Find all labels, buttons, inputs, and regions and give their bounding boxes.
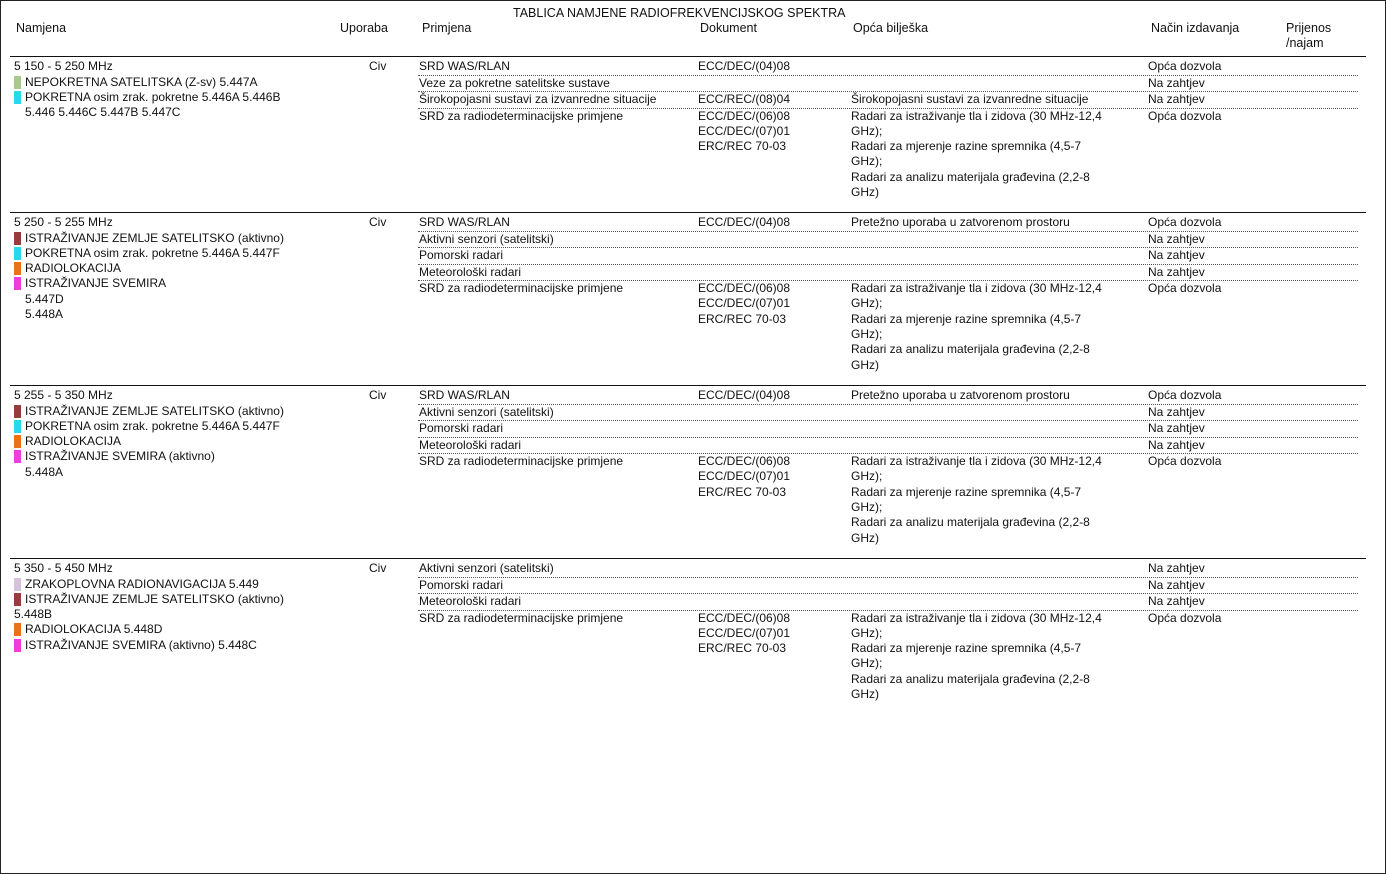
application-cell: Aktivni senzori (satelitski) — [419, 231, 554, 246]
note-cell: GHz); — [851, 625, 883, 640]
service-line: RADIOLOKACIJA — [25, 434, 122, 449]
note-cell: GHz) — [851, 185, 879, 199]
service-line: ZRAKOPLOVNA RADIONAVIGACIJA 5.449 — [25, 576, 259, 591]
application-cell: SRD za radiodeterminacijske primjene — [419, 610, 624, 625]
service-color-swatch — [14, 639, 21, 652]
header-prijenos: Prijenos — [1286, 21, 1332, 35]
note-cell: Radari za analizu materijala građevina (2,2-8 — [851, 515, 1090, 530]
service-line: ISTRAŽIVANJE ZEMLJE SATELITSKO (aktivno) — [25, 591, 284, 606]
note-cell: Pretežno uporaba u zatvorenom prostoru — [851, 215, 1070, 229]
issuance-cell: Opća dozvola — [1148, 610, 1222, 625]
service-color-swatch — [14, 232, 21, 245]
row-separator — [418, 593, 1358, 594]
issuance-cell: Na zahtjev — [1148, 248, 1205, 262]
application-cell: Aktivni senzori (satelitski) — [419, 404, 554, 419]
issuance-cell: Na zahtjev — [1148, 264, 1205, 279]
issuance-cell: Na zahtjev — [1148, 561, 1205, 575]
document-cell: ECC/REC/(08)04 — [698, 92, 791, 106]
note-cell: GHz); — [851, 469, 883, 484]
service-line: 5.448B — [14, 607, 53, 622]
header-dokument: Dokument — [700, 21, 757, 35]
row-separator — [418, 404, 1358, 405]
service-color-swatch — [14, 405, 21, 418]
application-cell: Aktivni senzori (satelitski) — [419, 561, 554, 575]
document-cell: ECC/DEC/(07)01 — [698, 296, 791, 311]
note-cell: Pretežno uporaba u zatvorenom prostoru — [851, 388, 1070, 402]
row-separator — [418, 420, 1358, 421]
issuance-cell: Na zahtjev — [1148, 421, 1205, 435]
row-separator — [418, 437, 1358, 438]
application-cell: SRD za radiodeterminacijske primjene — [419, 454, 624, 468]
service-line: ISTRAŽIVANJE SVEMIRA (aktivno) — [25, 449, 215, 464]
document-cell: ECC/DEC/(04)08 — [698, 388, 791, 402]
document-cell: ERC/REC 70-03 — [698, 641, 787, 656]
issuance-cell: Na zahtjev — [1148, 577, 1205, 592]
header-nacin: Način izdavanja — [1151, 21, 1240, 35]
issuance-cell: Na zahtjev — [1148, 404, 1205, 419]
service-color-swatch — [14, 262, 21, 275]
document-cell: ECC/DEC/(06)08 — [698, 610, 791, 625]
block-rule — [10, 385, 1366, 386]
issuance-cell: Opća dozvola — [1148, 454, 1222, 468]
row-separator — [418, 577, 1358, 578]
document-cell: ERC/REC 70-03 — [698, 139, 787, 154]
note-cell: GHz); — [851, 123, 883, 138]
service-line: POKRETNA osim zrak. pokretne 5.446A 5.447F — [25, 245, 280, 260]
service-color-swatch — [14, 277, 21, 290]
use-code: Civ — [369, 561, 387, 575]
service-line: ISTRAŽIVANJE SVEMIRA — [25, 276, 167, 291]
service-line: ISTRAŽIVANJE SVEMIRA (aktivno) 5.448C — [25, 637, 257, 652]
service-line: ISTRAŽIVANJE ZEMLJE SATELITSKO (aktivno) — [25, 230, 284, 245]
application-cell: Pomorski radari — [419, 248, 504, 262]
application-cell: SRD WAS/RLAN — [419, 388, 510, 402]
issuance-cell: Na zahtjev — [1148, 437, 1205, 452]
issuance-cell: Opća dozvola — [1148, 281, 1222, 295]
header-rule — [10, 56, 1366, 57]
note-cell: Radari za analizu materijala građevina (2,2-8 — [851, 342, 1090, 357]
row-separator — [418, 247, 1358, 248]
row-separator — [418, 231, 1358, 232]
service-line: POKRETNA osim zrak. pokretne 5.446A 5.446B — [25, 89, 281, 104]
application-cell: Veze za pokretne satelitske sustave — [419, 75, 610, 90]
issuance-cell: Opća dozvola — [1148, 59, 1222, 73]
service-line: 5.446 5.446C 5.447B 5.447C — [25, 105, 181, 120]
issuance-cell: Opća dozvola — [1148, 108, 1222, 123]
band-range: 5 150 - 5 250 MHz — [14, 59, 113, 73]
header-biljeska: Opća bilješka — [853, 21, 929, 35]
note-cell: Radari za mjerenje razine spremnika (4,5-7 — [851, 139, 1082, 154]
table-title: TABLICA NAMJENE RADIOFREKVENCIJSKOG SPEKTRA — [513, 6, 846, 20]
note-cell: Radari za istraživanje tla i zidova (30 MHz-12,4 — [851, 281, 1102, 295]
service-color-swatch — [14, 450, 21, 463]
document-cell: ECC/DEC/(06)08 — [698, 108, 791, 123]
document-cell: ECC/DEC/(06)08 — [698, 281, 791, 295]
note-cell: Radari za analizu materijala građevina (2,2-8 — [851, 169, 1090, 184]
header-primjena: Primjena — [422, 21, 472, 35]
application-cell: Pomorski radari — [419, 577, 504, 592]
document-cell: ERC/REC 70-03 — [698, 484, 787, 499]
issuance-cell: Na zahtjev — [1148, 92, 1205, 106]
application-cell: Meteorološki radari — [419, 437, 522, 452]
service-line: 5.447D — [25, 291, 64, 306]
application-cell: Meteorološki radari — [419, 264, 522, 279]
service-color-swatch — [14, 76, 21, 89]
block-rule — [10, 212, 1366, 213]
service-color-swatch — [14, 578, 21, 591]
service-color-swatch — [14, 593, 21, 606]
document-cell: ERC/REC 70-03 — [698, 311, 787, 326]
header-uporaba: Uporaba — [340, 21, 388, 35]
note-cell: GHz); — [851, 326, 883, 341]
application-cell: SRD za radiodeterminacijske primjene — [419, 108, 624, 123]
issuance-cell: Na zahtjev — [1148, 231, 1205, 246]
note-cell: Radari za analizu materijala građevina (2,2-8 — [851, 671, 1090, 686]
use-code: Civ — [369, 388, 387, 402]
document-cell: ECC/DEC/(04)08 — [698, 215, 791, 229]
service-line: ISTRAŽIVANJE ZEMLJE SATELITSKO (aktivno) — [25, 403, 284, 418]
service-color-swatch — [14, 91, 21, 104]
application-cell: Meteorološki radari — [419, 594, 522, 608]
note-cell: Širokopojasni sustavi za izvanredne situacije — [851, 92, 1089, 106]
note-cell: GHz); — [851, 296, 883, 311]
note-cell: GHz) — [851, 357, 879, 372]
service-color-swatch — [14, 623, 21, 636]
note-cell: GHz); — [851, 154, 883, 169]
note-cell: Radari za istraživanje tla i zidova (30 MHz-12,4 — [851, 610, 1102, 625]
issuance-cell: Opća dozvola — [1148, 388, 1222, 402]
application-cell: Pomorski radari — [419, 421, 504, 435]
application-cell: SRD WAS/RLAN — [419, 215, 510, 229]
header-namjena: Namjena — [16, 21, 67, 35]
note-cell: Radari za mjerenje razine spremnika (4,5-7 — [851, 484, 1082, 499]
note-cell: Radari za mjerenje razine spremnika (4,5-7 — [851, 641, 1082, 656]
document-cell: ECC/DEC/(07)01 — [698, 625, 791, 640]
note-cell: Radari za istraživanje tla i zidova (30 MHz-12,4 — [851, 454, 1102, 468]
service-line: POKRETNA osim zrak. pokretne 5.446A 5.447F — [25, 418, 280, 433]
row-separator — [418, 264, 1358, 265]
document-cell: ECC/DEC/(06)08 — [698, 454, 791, 468]
service-color-swatch — [14, 247, 21, 260]
band-range: 5 255 - 5 350 MHz — [14, 388, 113, 402]
application-cell: SRD za radiodeterminacijske primjene — [419, 281, 624, 295]
service-line: RADIOLOKACIJA 5.448D — [25, 622, 163, 637]
note-cell: GHz) — [851, 530, 879, 545]
issuance-cell: Na zahtjev — [1148, 75, 1205, 90]
note-cell: Radari za istraživanje tla i zidova (30 MHz-12,4 — [851, 108, 1102, 123]
application-cell: Širokopojasni sustavi za izvanredne situacije — [419, 92, 657, 106]
note-cell: Radari za mjerenje razine spremnika (4,5-7 — [851, 311, 1082, 326]
use-code: Civ — [369, 59, 387, 73]
service-line: 5.448A — [25, 464, 64, 479]
header-najam: /najam — [1286, 36, 1324, 50]
application-cell: SRD WAS/RLAN — [419, 59, 510, 73]
document-cell: ECC/DEC/(07)01 — [698, 123, 791, 138]
document-cell: ECC/DEC/(04)08 — [698, 59, 791, 73]
service-color-swatch — [14, 420, 21, 433]
use-code: Civ — [369, 215, 387, 229]
issuance-cell: Opća dozvola — [1148, 215, 1222, 229]
service-line: 5.448A — [25, 307, 64, 321]
note-cell: GHz); — [851, 656, 883, 671]
band-range: 5 350 - 5 450 MHz — [14, 561, 113, 575]
issuance-cell: Na zahtjev — [1148, 594, 1205, 608]
service-color-swatch — [14, 435, 21, 448]
band-range: 5 250 - 5 255 MHz — [14, 215, 113, 229]
note-cell: GHz); — [851, 499, 883, 514]
block-rule — [10, 558, 1366, 559]
note-cell: GHz) — [851, 687, 879, 701]
document-cell: ECC/DEC/(07)01 — [698, 469, 791, 484]
service-line: RADIOLOKACIJA — [25, 261, 122, 276]
service-line: NEPOKRETNA SATELITSKA (Z-sv) 5.447A — [25, 74, 258, 89]
